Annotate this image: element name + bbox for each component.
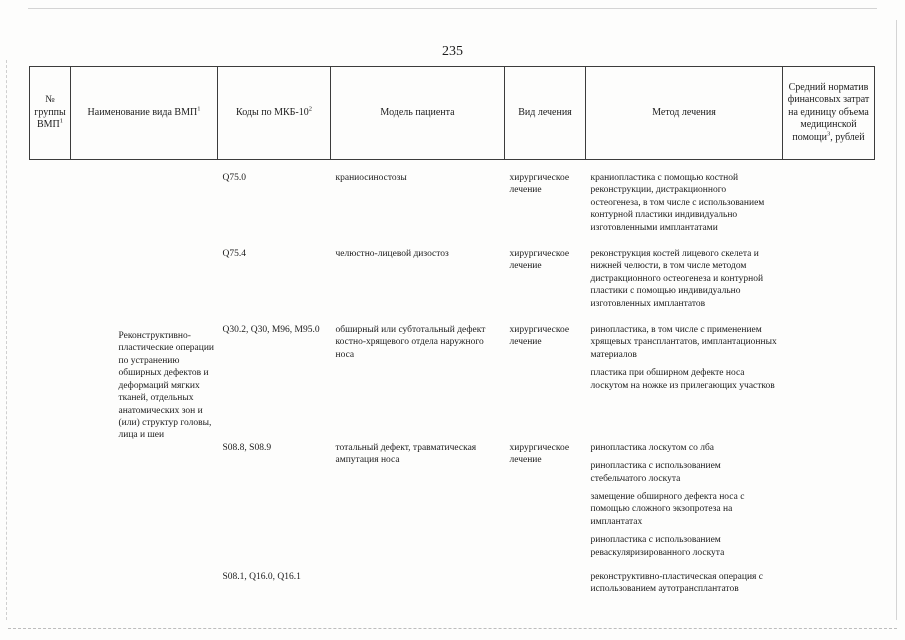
page-frame-right [896,20,897,620]
method-item: замещение обширного дефекта носа с помощью сложного экзопротеза на имплантатах [590,491,745,527]
method-item: реконструкция костей лицевого скелета и нижней челюсти, в том числе методом дистракционного остеогенеза и контурной пластики с помощью индивидуально изготовленных имплантатов [590,249,764,309]
cell-model: челюстно-лицевой дизостоз [335,249,449,260]
cell-vmp-name [71,248,218,324]
cell-model: обширный или субтотальный дефект костно-хрящевого отдела наружного носа [335,325,486,360]
method-item: ринопластика с использованием стебельчатого лоскута [590,461,721,484]
page-frame-bottom [8,628,897,629]
cell-group-no [30,571,71,596]
cell-avg-cost [783,571,875,596]
cell-group-no [30,442,71,571]
header-treatment-method: Метод лечения [586,67,783,160]
cell-method [586,248,783,324]
cell-method [586,324,783,442]
method-item: ринопластика лоскутом со лба [590,442,715,453]
header-avg-cost: Средний норматив финансовых затрат на единицу объема медицинской помощи$^3$, рублей [783,67,875,160]
cell-avg-cost [783,160,875,249]
header-patient-model: Модель пациента [331,67,505,160]
cell-group-no [30,160,71,249]
table-row [30,324,875,442]
cell-codes: Q75.4 [222,249,246,260]
method-item: ринопластика с использованием реваскуляризированного лоскута [590,535,725,558]
cell-method [586,571,783,596]
page-frame-top [28,8,877,9]
cell-method [586,442,783,571]
cell-avg-cost [783,248,875,324]
method-item: краниопластика с помощью костной реконструкции, дистракционного остеогенеза, в том числе с использованием контурной пластики индивидуально изготовленными имплантатами [590,173,765,233]
cell-type [505,571,586,596]
cell-type: хирургическое лечение [509,249,570,272]
table-row [30,160,875,249]
cell-vmp-name [71,571,218,596]
cell-vmp-name [71,442,218,571]
cell-model: тотальный дефект, травматическая ампутация носа [335,442,477,466]
method-item: реконструктивно-пластическая операция с использованием аутотрансплантатов [590,571,764,595]
vmp-table [29,66,875,596]
cell-avg-cost [783,442,875,571]
cell-method [586,160,783,249]
header-treatment-type: Вид лечения [505,67,586,160]
cell-model: краниосиностозы [335,173,407,183]
cell-group-no [30,248,71,324]
page-number: 235 [442,44,463,59]
cell-codes: S08.1, Q16.0, Q16.1 [222,571,301,582]
header-icd-codes: Коды по МКБ-$10^2$ [218,67,331,160]
page-frame-left [6,60,7,620]
cell-type: хирургическое лечение [509,173,570,196]
cell-codes: Q30.2, Q30, M96, M95.0 [222,325,320,336]
header-vmp-name: Наименование вида ВМП$^1$ [71,67,218,160]
cell-type: хирургическое лечение [509,325,570,348]
cell-type: хирургическое лечение [509,442,570,466]
method-item: пластика при обширном дефекте носа лоскутом на ножке из прилегающих участков [590,368,775,391]
header-group-no: № группы ВМП$^1$ [30,67,71,160]
table-row [30,571,875,596]
table-row [30,442,875,571]
cell-codes: S08.8, S08.9 [222,442,272,453]
cell-vmp-name: Реконструктивно-пластические операции по устранению обширных дефектов и деформаций мягких тканей, отдельных анатомических зон и (или) структур головы, лица и шеи [118,331,215,441]
cell-vmp-name [71,160,218,249]
cell-group-no [30,324,71,442]
table-row [30,248,875,324]
cell-codes: Q75.0 [222,173,246,183]
cell-avg-cost [783,324,875,442]
cell-model [331,571,505,596]
table-header-row [30,67,875,160]
method-item: ринопластика, в том числе с применением хрящевых трансплантатов, имплантационных материалов [590,325,777,360]
